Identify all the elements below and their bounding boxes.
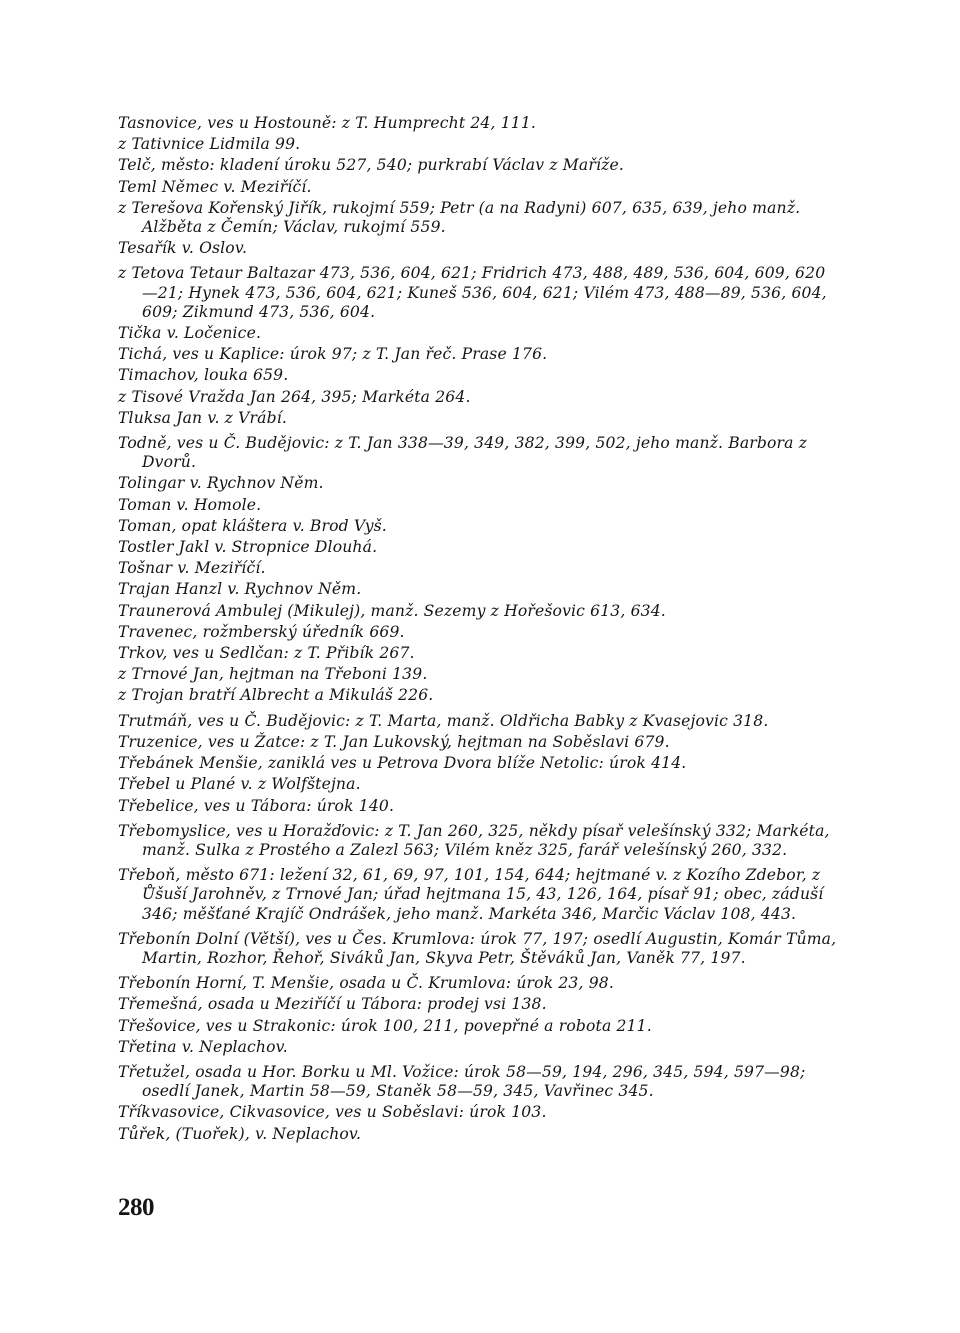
index-entry: Trkov, ves u Sedlčan: z T. Přibík 267. [118, 644, 415, 663]
index-entry: Trutmáň, ves u Č. Budějovic: z T. Marta, manž. Oldřicha Babky z Kvasejovic 318. [118, 711, 769, 730]
index-entry: Telč, město: kladení úroku 527, 540; purkrabí Václav z Maříže. [118, 156, 624, 175]
index-entry: z Tativnice Lidmila 99. [118, 135, 301, 154]
entry-text: v. Neplachov. [255, 1124, 362, 1143]
index-entry: Trajan Hanzl v. Rychnov Něm. [118, 580, 362, 599]
entry-variant: Cikvasovice, [229, 1103, 336, 1122]
index-entry: z Trnové Jan, hejtman na Třeboni 139. [118, 665, 428, 684]
index-entry [118, 754, 840, 773]
index-entry: Timachov, louka 659. [118, 366, 289, 385]
index-entry: Tluksa Jan v. z Vrábí. [118, 408, 287, 427]
index-entry: Tostler Jakl v. Stropnice Dlouhá. [118, 538, 378, 557]
index-entry: Todně, ves u Č. Budějovic: z T. Jan 338—39, 349, 382, 399, 502, jeho manž. Barbora z Dvorů. [118, 434, 808, 472]
index-entry: Tička v. Ločenice. [118, 324, 262, 343]
entry-text: osada u Č. Krumlova: úrok 23, 98. [339, 974, 614, 993]
entry-headword: Tůřek, [118, 1124, 176, 1143]
entry-text: zaniklá ves u Petrova Dvora blíže Netolic: úrok 414. [267, 754, 687, 773]
index-entry: Tichá, ves u Kaplice: úrok 97; z T. Jan řeč. Prase 176. [118, 345, 548, 364]
index-entry: Toman, opat kláštera v. Brod Vyš. [118, 516, 387, 535]
index-entry: Třeboň, město 671: ležení 32, 61, 69, 97, 101, 154, 644; hejtmané v. z Kozího Zdebor, z Ůšuší Jarohněv, z Trnové Jan; úřad hejtmana 15, 43, 126, 164, písař 91; obec, záduší 346; měšťané Krajíč Ondrášek, jeho manž. Markéta 346, Marčic Václav 108, 443. [118, 866, 824, 923]
entry-headword: Třebánek Menšie, [118, 754, 268, 773]
index-entry: Tasnovice, ves u Hostouně: z T. Humprecht 24, 111. [118, 114, 537, 132]
entry-text: ves u Soběslavi: úrok 103. [335, 1103, 547, 1122]
index-entry: Třebonín Dolní (Větší), ves u Čes. Krumlova: úrok 77, 197; osedlí Augustin, Komár Tůma, Martin, Rozhor, Řehoř, Siváků Jan, Skyva Petr, Štěváků Jan, Vaněk 77, 197. [118, 929, 837, 967]
index-entry: Třetina v. Neplachov. [118, 1037, 288, 1056]
entry-variant: (Tuořek), [175, 1124, 256, 1143]
index-entry: Teml Němec v. Meziříčí. [118, 177, 312, 196]
index-entry: Třebomyslice, ves u Horažďovic: z T. Jan 260, 325, někdy písař velešínský 332; Markéta, manž. Sulka z Prostého a Zalezl 563; Vilém kněz 325, farář velešínský 260, 332. [118, 821, 830, 859]
index-column [118, 114, 840, 1146]
entry-headword: Třebonín Horní, [118, 974, 253, 993]
page-number: 280 [118, 1194, 154, 1221]
index-entry: z Trojan bratří Albrecht a Mikuláš 226. [118, 686, 434, 705]
index-entry: Třebel u Plané v. z Wolfštejna. [118, 775, 361, 794]
index-entry: Traunerová Ambulej (Mikulej), manž. Sezemy z Hořešovic 613, 634. [118, 601, 666, 620]
index-entry [118, 974, 840, 993]
entry-headword: Tříkvasovice, [118, 1103, 230, 1122]
index-entry: Třemešná, osada u Meziříčí u Tábora: prodej vsi 138. [118, 995, 547, 1014]
index-entry: Tolingar v. Rychnov Něm. [118, 474, 324, 493]
index-entry: z Terešova Kořenský Jiřík, rukojmí 559; Petr (a na Radyni) 607, 635, 639, jeho manž. Alžběta z Čemín; Václav, rukojmí 559. [118, 198, 801, 237]
entry-variant: T. Menšie, [252, 974, 340, 993]
index-entry: Třetužel, osada u Hor. Borku u Ml. Vožice: úrok 58—59, 194, 296, 345, 594, 597—98; osedlí Janek, Martin 58—59, Staněk 58—59, 345, Vavřinec 345. [118, 1062, 806, 1101]
index-entry: Toman v. Homole. [118, 495, 262, 514]
index-entry: Třebelice, ves u Tábora: úrok 140. [118, 796, 395, 815]
index-entry: Truzenice, ves u Žatce: z T. Jan Lukovský, hejtman na Soběslavi 679. [118, 732, 670, 751]
index-entry: Tošnar v. Meziříčí. [118, 559, 266, 578]
index-entry: Tesařík v. Oslov. [118, 239, 248, 258]
index-entry: Třešovice, ves u Strakonic: úrok 100, 211, povepřné a robota 211. [118, 1016, 652, 1035]
index-entry [118, 1125, 840, 1144]
index-entry: z Tetova Tetaur Baltazar 473, 536, 604, 621; Fridrich 473, 488, 489, 536, 604, 609, 620—21; Hynek 473, 536, 604, 621; Kuneš 536, 604, 621; Vilém 473, 488—89, 536, 604, 609; Zikmund 473, 536, 604. [118, 264, 827, 321]
index-entry: Travenec, rožmberský úředník 669. [118, 622, 405, 641]
index-entry: z Tisové Vražda Jan 264, 395; Markéta 264. [118, 387, 471, 406]
index-entry [118, 1103, 840, 1122]
